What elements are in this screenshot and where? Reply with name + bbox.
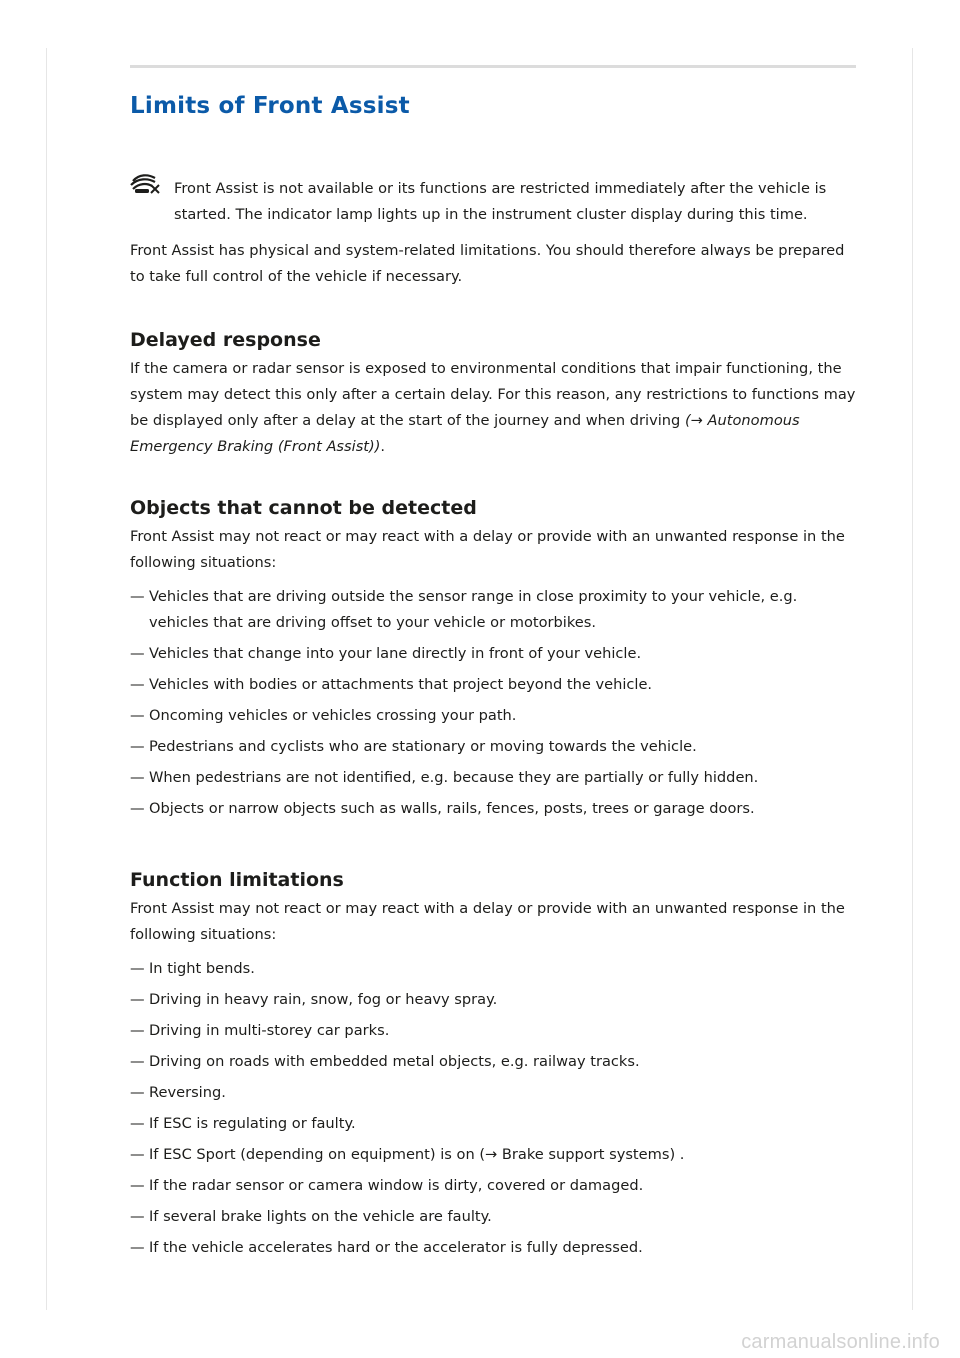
xref-brake-support-systems[interactable]: → Brake support systems) (485, 1146, 676, 1163)
list-item: — Vehicles that change into your lane directly in front of your vehicle. (130, 645, 642, 662)
list-item: — Vehicles with bodies or attachments that project beyond the vehicle. (130, 676, 653, 693)
note-block (130, 176, 860, 228)
list-item: — Reversing. (130, 1084, 226, 1101)
function-intro: Front Assist may not react or may react with a delay or provide with an unwanted response in the following situations: (130, 900, 845, 943)
arrow-right-icon: → (690, 412, 703, 429)
list-item: — Driving in heavy rain, snow, fog or heavy spray. (130, 991, 498, 1008)
list-item: — If the radar sensor or camera window is dirty, covered or damaged. (130, 1177, 644, 1194)
top-rule (130, 65, 856, 68)
xref-autonomous-emergency-braking[interactable]: (→ Autonomous Emergency Braking (Front Assist)) (130, 412, 800, 455)
list-item: — Objects or narrow objects such as walls, rails, fences, posts, trees or garage doors. (130, 800, 755, 817)
list-item: — Vehicles that are driving outside the sensor range in close proximity to your vehicle, e.g. vehicles that are driving offset to your vehicle or motorbikes. (130, 588, 798, 631)
arrow-right-icon: → (485, 1146, 498, 1163)
list-item: — Pedestrians and cyclists who are stationary or moving towards the vehicle. (130, 738, 697, 755)
heading-objects-not-detected: Objects that cannot be detected (130, 497, 477, 519)
list-item: — Oncoming vehicles or vehicles crossing your path. (130, 707, 517, 724)
intro-paragraph: Front Assist has physical and system-related limitations. You should therefore always be prepared to take full control of the vehicle if necessary. (130, 242, 845, 285)
list-item: — If ESC Sport (depending on equipment) is on (→ Brake support systems) . (130, 1146, 685, 1163)
front-assist-warning-icon (130, 172, 160, 194)
list-item: — If several brake lights on the vehicle are faulty. (130, 1208, 492, 1225)
page-title: Limits of Front Assist (130, 93, 410, 119)
page-frame-right (912, 48, 913, 1310)
function-list (130, 956, 860, 1261)
list-item: — Driving on roads with embedded metal objects, e.g. railway tracks. (130, 1053, 640, 1070)
document-content (130, 88, 860, 1261)
heading-function-limitations: Function limitations (130, 869, 344, 891)
note-text: Front Assist is not available or its functions are restricted immediately after the vehicle is started. The indicator lamp lights up in the instrument cluster display during this time. (174, 180, 827, 223)
list-item: — In tight bends. (130, 960, 255, 977)
list-item: — Driving in multi-storey car parks. (130, 1022, 390, 1039)
list-item: — If ESC is regulating or faulty. (130, 1115, 356, 1132)
objects-list (130, 584, 860, 822)
objects-intro: Front Assist may not react or may react with a delay or provide with an unwanted response in the following situations: (130, 528, 845, 571)
list-item: — When pedestrians are not identified, e.g. because they are partially or fully hidden. (130, 769, 759, 786)
list-item: — If the vehicle accelerates hard or the accelerator is fully depressed. (130, 1239, 643, 1256)
delayed-text: If the camera or radar sensor is exposed to environmental conditions that impair functioning, the system may detect this only after a certain delay. For this reason, any restrictions to functions may be displayed only after a delay at the start of the journey and when driving (130, 360, 856, 429)
page-frame-left (46, 48, 47, 1310)
heading-delayed-response: Delayed response (130, 329, 321, 351)
watermark: carmanualsonline.info (741, 1331, 940, 1353)
delayed-response-paragraph: If the camera or radar sensor is exposed to environmental conditions that impair functioning, the system may detect this only after a certain delay. For this reason, any restrictions to functions may be displayed only after a delay at the start of the journey and when driving (→ Autonomous Emergency Braking (Front Assist)). (130, 360, 856, 455)
